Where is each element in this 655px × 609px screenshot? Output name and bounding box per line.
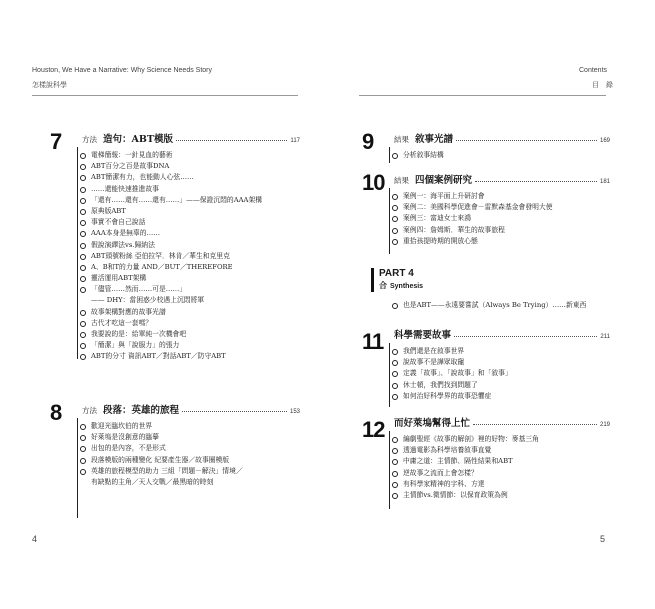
chapter-11 <box>362 327 610 409</box>
left-running-subtitle: 怎樣說科學 <box>32 82 67 89</box>
chapter-title-row[interactable] <box>82 131 300 145</box>
part-subtitle-cjk: 合 <box>379 281 387 290</box>
chapter-number: 12 <box>362 417 385 442</box>
bullet-icon <box>80 446 86 452</box>
list-item[interactable]: 英雄的旅程模型的助力 三組「問題－解決」情境／ <box>78 466 300 477</box>
section-list <box>78 421 300 488</box>
chapter-page: 219 <box>599 422 610 428</box>
chapter-page: 169 <box>599 138 610 144</box>
chapter-title-row[interactable] <box>394 131 610 145</box>
part-subtitle <box>379 280 423 291</box>
list-item[interactable]: 「還有……還有……還有……」——保證沉悶的AAA架構 <box>78 195 300 206</box>
list-item[interactable]: ABT的分寸 資訊ABT／對話ABT／防守ABT <box>78 351 300 362</box>
leader-dots <box>176 139 287 141</box>
right-running-subtitle: 目 錄 <box>592 82 613 89</box>
bullet-icon <box>80 220 86 226</box>
list-item[interactable]: 我們還是在敘事世界 <box>390 346 610 357</box>
list-item[interactable]: 透過電影為科學培養敘事直覺 <box>390 445 610 456</box>
bullet-icon <box>80 254 86 260</box>
left-page-number: 4 <box>32 534 38 544</box>
section-list <box>78 150 300 363</box>
bullet-icon <box>80 209 86 215</box>
list-item[interactable]: 重拾孩提時期的開放心態 <box>390 236 610 247</box>
chapter-12 <box>362 415 610 511</box>
part-4-list <box>390 300 610 311</box>
list-item[interactable]: 出包的是內容，不是形式 <box>78 443 300 454</box>
list-item[interactable]: 我要說的是：給單純一次機會吧 <box>78 329 300 340</box>
list-item[interactable]: 故事架構對應的故事光譜 <box>78 307 300 318</box>
chapter-label: 方法 <box>82 406 97 415</box>
chapter-number: 7 <box>50 129 62 154</box>
bullet-icon <box>80 458 86 464</box>
chapter-title: 四個案例研究 <box>415 175 473 186</box>
chapter-7 <box>50 131 300 366</box>
chapter-label: 結果 <box>394 135 409 144</box>
part-subtitle-latin: Synthesis <box>390 283 424 290</box>
bullet-icon <box>80 164 86 170</box>
bullet-icon <box>392 371 398 377</box>
left-running-title: Houston, We Have a Narrative: Why Science Needs Story <box>32 67 213 74</box>
bullet-icon <box>80 424 86 430</box>
list-item[interactable]: 電梯簡報：一針見血的藝術 <box>78 150 300 161</box>
bullet-icon <box>80 469 86 475</box>
chapter-number: 10 <box>362 170 385 195</box>
bullet-icon <box>80 354 86 360</box>
chapter-number: 11 <box>362 329 384 354</box>
bullet-icon <box>392 216 398 222</box>
list-item[interactable]: 好萊塢是沒創意的臨摹 <box>78 432 300 443</box>
bullet-icon <box>392 383 398 389</box>
list-item[interactable]: 逆故事之流而上會怎樣？ <box>390 468 610 479</box>
bullet-icon <box>80 265 86 271</box>
list-item[interactable]: 假說演繹法vs.歸納法 <box>78 240 300 251</box>
list-item[interactable]: 古代才吃這一套嗎？ <box>78 318 300 329</box>
bullet-icon <box>392 239 398 245</box>
list-item[interactable]: AAA本身是無辜的…… <box>78 228 300 239</box>
bullet-icon <box>80 321 86 327</box>
chapter-8 <box>50 402 300 522</box>
chapter-page: 153 <box>289 409 300 415</box>
bullet-icon <box>392 349 398 355</box>
bullet-icon <box>392 360 398 366</box>
chapter-title-row[interactable] <box>394 327 610 341</box>
list-item[interactable]: 定義「故事」、「說故事」和「敘事」 <box>390 368 610 379</box>
bullet-icon <box>392 493 398 499</box>
bullet-icon <box>80 435 86 441</box>
list-item[interactable]: 編劇聖經《故事的解剖》裡的好物：麥基三角 <box>390 434 610 445</box>
bullet-icon <box>80 243 86 249</box>
list-item[interactable]: 段落模版的兩種變化 紀要產生器／故事圈模版 <box>78 455 300 466</box>
leader-dots <box>454 335 597 337</box>
right-page-number: 5 <box>600 534 606 544</box>
list-item[interactable]: ABT頭號粉絲 亞伯拉罕．林肯／華生和克里克 <box>78 251 300 262</box>
list-item[interactable]: 「儘管……然而……可是……」 <box>78 284 300 295</box>
chapter-label: 結果 <box>394 176 409 185</box>
list-item[interactable]: 事實不會自己說話 <box>78 217 300 228</box>
list-item[interactable]: A、B和T的力量 AND／BUT／THEREFORE <box>78 262 300 273</box>
bullet-icon <box>80 343 86 349</box>
chapter-title: 段落：英雄的旅程 <box>103 405 180 416</box>
list-item[interactable]: 案例一：海平面上升研討會 <box>390 191 610 202</box>
list-item[interactable]: 說故事不是譁眾取寵 <box>390 357 610 368</box>
bullet-icon <box>392 437 398 443</box>
bullet-icon <box>392 471 398 477</box>
list-item[interactable]: 如何治好科學界的故事恐懼症 <box>390 391 610 402</box>
right-running-title: Contents <box>579 67 608 74</box>
chapter-title: 敘事光譜 <box>415 134 454 145</box>
list-item[interactable]: 分析敘事結構 <box>390 150 610 161</box>
list-item[interactable]: ABT百分之百是故事DNA <box>78 161 300 172</box>
list-item-continuation[interactable]: —— DHY：當困惑少校遇上沉悶將軍 <box>91 296 205 305</box>
chapter-title-row[interactable] <box>394 172 610 186</box>
bullet-icon <box>80 287 86 293</box>
list-item[interactable]: ABT簡潔有力，也能動人心弦…… <box>78 172 300 183</box>
list-item[interactable]: 主情節vs.微情節：以保育政策為例 <box>390 490 610 501</box>
section-list <box>390 191 610 247</box>
list-item[interactable]: 案例二：美國科學促進會－雷默森基金會發明大使 <box>390 202 610 213</box>
bullet-icon <box>80 231 86 237</box>
list-item[interactable]: 休士頓，我們找到問題了 <box>390 380 610 391</box>
bullet-icon <box>80 332 86 338</box>
bullet-icon <box>392 448 398 454</box>
chapter-title-row[interactable] <box>82 402 300 416</box>
bullet-icon <box>392 303 398 309</box>
bullet-icon <box>80 153 86 159</box>
chapter-page: 181 <box>599 179 610 185</box>
leader-dots <box>456 139 597 141</box>
list-item[interactable]: 靈活運用ABT架構 <box>78 273 300 284</box>
chapter-number: 9 <box>362 129 374 154</box>
part-marker <box>371 268 374 292</box>
list-item[interactable]: 案例三：富迪女士來鴻 <box>390 213 610 224</box>
chapter-page: 211 <box>600 334 610 340</box>
bullet-icon <box>392 205 398 211</box>
bullet-icon <box>392 194 398 200</box>
section-list <box>390 150 610 161</box>
chapter-title-row[interactable] <box>394 415 610 429</box>
bullet-icon <box>392 394 398 400</box>
list-item[interactable]: 也是ABT——永遠要嘗試（Always Be Trying）……新東西 <box>390 300 610 311</box>
bullet-icon <box>80 310 86 316</box>
list-item[interactable]: 「簡潔」與「說服力」的張力 <box>78 340 300 351</box>
right-header-rule <box>359 95 606 96</box>
list-item[interactable]: 案例四：詹姆斯．華生的故事旅程 <box>390 225 610 236</box>
list-item[interactable]: 原典版ABT <box>78 206 300 217</box>
bullet-icon <box>80 198 86 204</box>
bullet-icon <box>392 459 398 465</box>
leader-dots <box>182 410 287 412</box>
chapter-10 <box>362 172 610 258</box>
list-item[interactable]: 中庸之道：主情節、隔性結果和ABT <box>390 456 610 467</box>
bullet-icon <box>392 228 398 234</box>
list-item[interactable]: ……還能快速推進故事 <box>78 184 300 195</box>
chapter-title: 而好萊塢幫得上忙 <box>394 418 471 429</box>
section-list <box>390 346 610 402</box>
list-item[interactable]: 歡迎光臨坎伯的世界 <box>78 421 300 432</box>
chapter-page: 117 <box>290 138 300 144</box>
part-label: PART 4 <box>379 268 414 279</box>
list-item[interactable]: 有科學家精神的字科、方達 <box>390 479 610 490</box>
bullet-icon <box>392 482 398 488</box>
chapter-title: 造句：ABT模版 <box>103 134 173 145</box>
bullet-icon <box>80 187 86 193</box>
bullet-icon <box>80 175 86 181</box>
chapter-number: 8 <box>50 400 62 425</box>
leader-dots <box>475 180 597 182</box>
chapter-title: 科學需要故事 <box>394 330 452 341</box>
bullet-icon <box>80 276 86 282</box>
list-item-continuation[interactable]: 有缺點的主角／天人交戰／最黑暗的時刻 <box>91 477 214 486</box>
bullet-icon <box>392 153 398 159</box>
left-header-rule <box>32 95 298 96</box>
section-list <box>390 434 610 501</box>
leader-dots <box>473 423 597 425</box>
chapter-9 <box>362 131 610 165</box>
chapter-label: 方法 <box>82 135 97 144</box>
